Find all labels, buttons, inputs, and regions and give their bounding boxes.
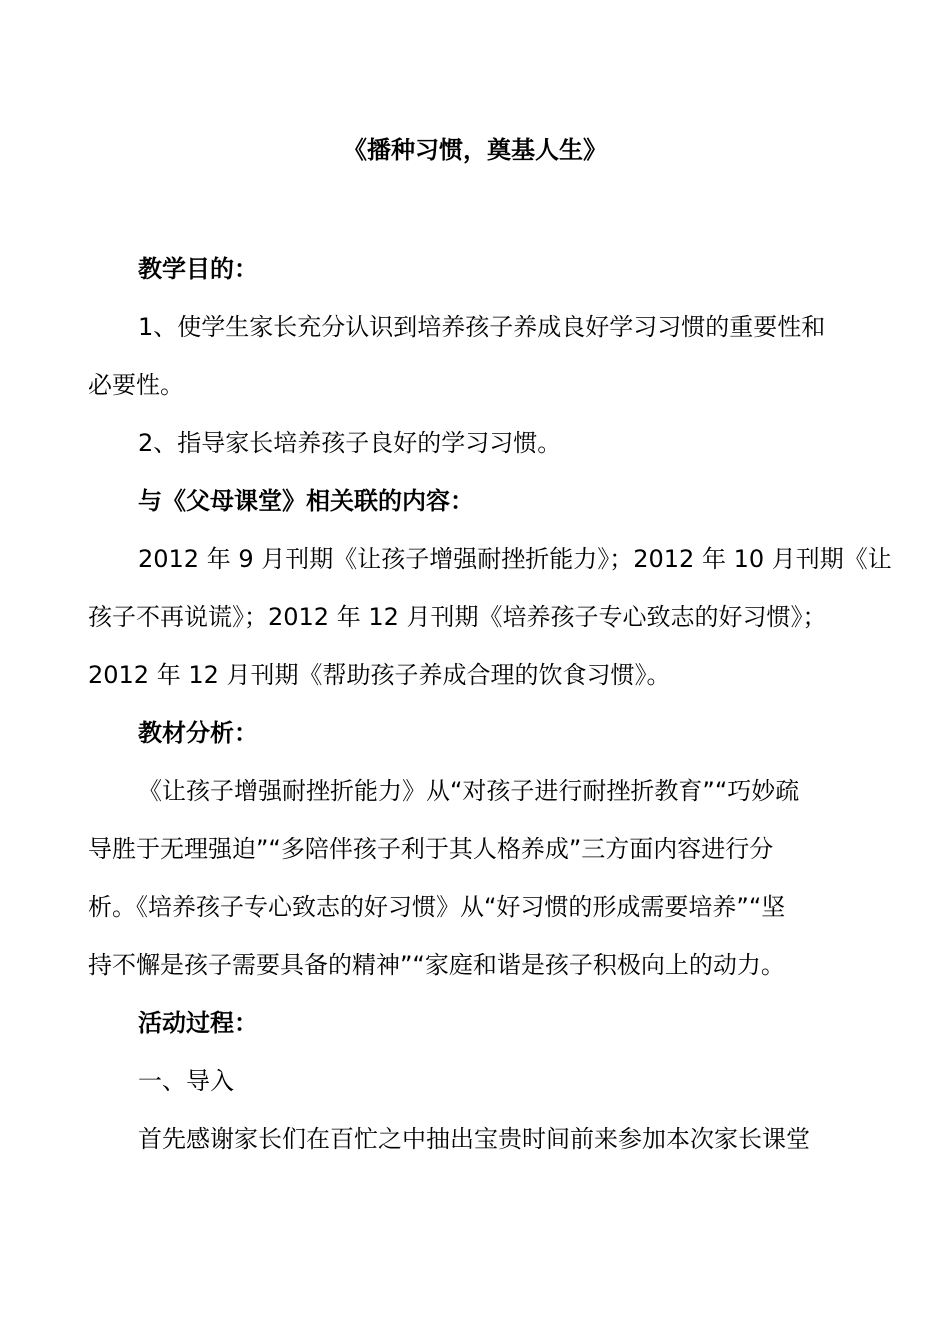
paragraph-line: 必要性。 — [88, 371, 184, 399]
paragraph-line: 持不懈是孩子需要具备的精神”“家庭和谐是孩子积极向上的动力。 — [88, 951, 785, 979]
paragraph-line: 孩子不再说谎》；2012 年 12 月刊期《培养孩子专心致志的好习惯》； — [88, 603, 827, 631]
paragraph-line: 1、使学生家长充分认识到培养孩子养成良好学习习惯的重要性和 — [138, 313, 826, 341]
paragraph-line: 2012 年 9 月刊期《让孩子增强耐挫折能力》；2012 年 10 月刊期《让 — [138, 545, 892, 573]
section-heading-related-content: 与《父母课堂》相关联的内容： — [138, 487, 474, 515]
paragraph-line: 《让孩子增强耐挫折能力》从“对孩子进行耐挫折教育”“巧妙疏 — [138, 777, 800, 805]
paragraph-line: 2012 年 12 月刊期《帮助孩子养成合理的饮食习惯》。 — [88, 661, 671, 689]
subheading-introduction: 一、导入 — [138, 1067, 234, 1095]
paragraph-line: 导胜于无理强迫”“多陪伴孩子利于其人格养成”三方面内容进行分 — [88, 835, 774, 863]
document-body — [88, 240, 892, 1168]
section-heading-material-analysis: 教材分析： — [138, 719, 258, 747]
section-heading-teaching-goals: 教学目的： — [138, 255, 258, 283]
paragraph-line: 2、指导家长培养孩子良好的学习习惯。 — [138, 429, 562, 457]
document-title: 《播种习惯，奠基人生》 — [343, 136, 607, 164]
section-heading-activity-process: 活动过程： — [138, 1009, 258, 1037]
paragraph-line: 析。《培养孩子专心致志的好习惯》从“好习惯的形成需要培养”“坚 — [88, 893, 786, 921]
paragraph-line: 首先感谢家长们在百忙之中抽出宝贵时间前来参加本次家长课堂 — [138, 1125, 810, 1153]
